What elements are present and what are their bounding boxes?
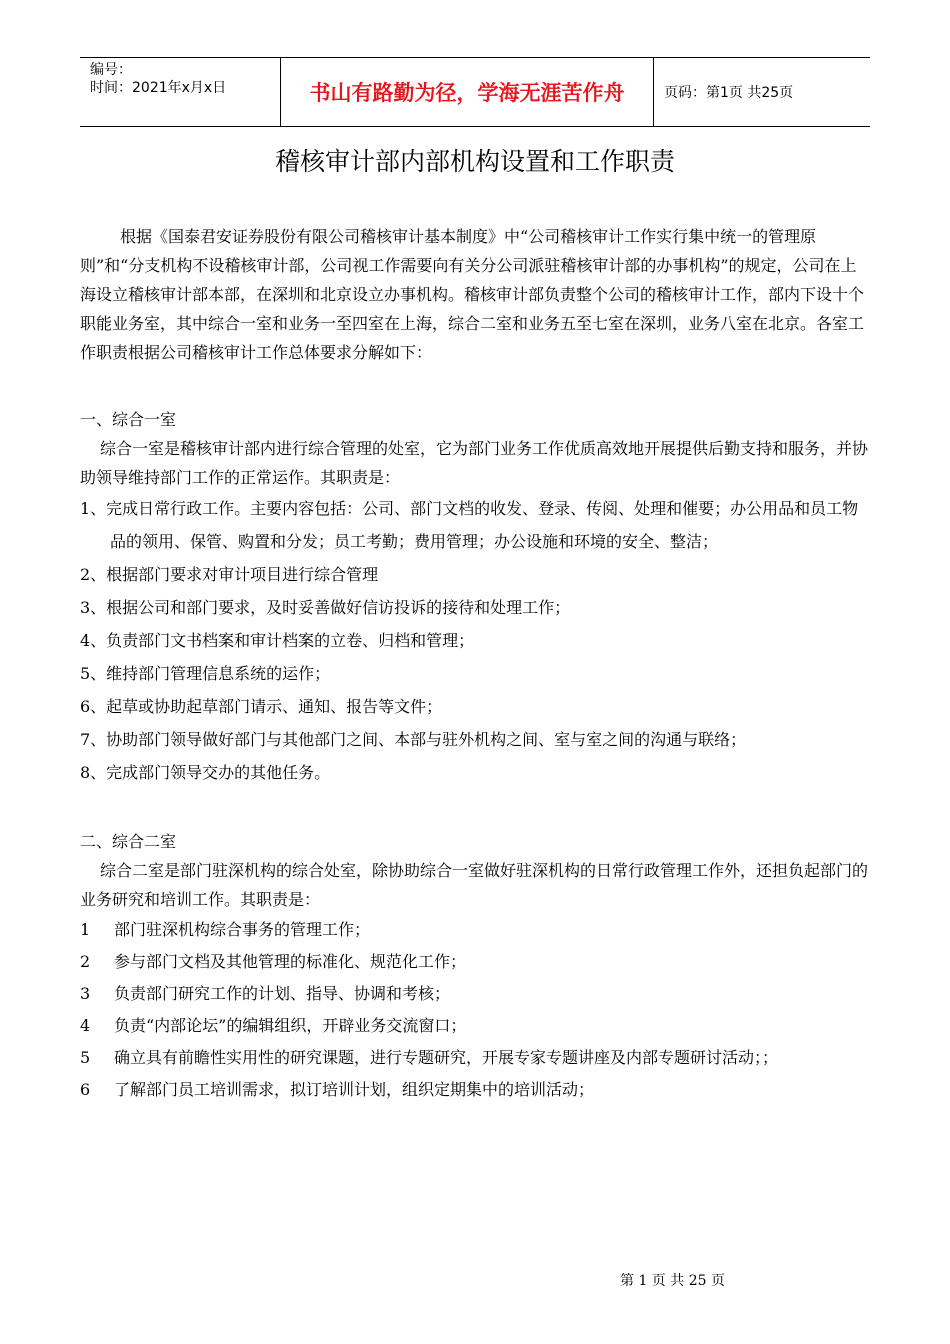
page-header	[80, 57, 870, 127]
header-motto: 书山有路勤为径，学海无涯苦作舟	[280, 58, 654, 126]
section-2-list	[80, 914, 870, 1106]
list-item	[80, 1010, 870, 1042]
item-number: 6	[80, 1080, 91, 1099]
document-number-label: 编号：	[90, 62, 132, 78]
list-item	[80, 1074, 870, 1106]
section-heading: 一、综合一室	[80, 410, 177, 429]
list-item	[80, 946, 870, 978]
item-text: 部门驻深机构综合事务的管理工作；	[114, 920, 371, 939]
document-date: 时间：2021年x月x日	[90, 80, 227, 96]
item-text: 了解部门员工培训需求，拟订培训计划，组织定期集中的培训活动；	[114, 1080, 595, 1099]
item-text: 负责部门研究工作的计划、指导、协调和考核；	[114, 984, 451, 1003]
list-item	[80, 1042, 870, 1074]
section-heading: 二、综合二室	[80, 832, 177, 851]
list-item: 8、完成部门领导交办的其他任务。	[80, 763, 331, 782]
list-item: 4、负责部门文书档案和审计档案的立卷、归档和管理；	[80, 631, 475, 650]
section-intro: 综合一室是稽核审计部内进行综合管理的处室，它为部门业务工作优质高效地开展提供后勤支持和服务，并协助领导维持部门工作的正常运作。其职责是：	[80, 439, 869, 487]
item-text: 确立具有前瞻性实用性的研究课题，进行专题研究，开展专家专题讲座及内部专题研讨活动；；	[114, 1048, 779, 1067]
list-item: 5、维持部门管理信息系统的运作；	[80, 664, 331, 683]
document-title: 稽核审计部内部机构设置和工作职责	[274, 147, 675, 176]
item-number: 4	[80, 1016, 91, 1035]
item-text: 参与部门文档及其他管理的标准化、规范化工作；	[114, 952, 467, 971]
list-item	[80, 914, 870, 946]
list-item: 3、根据公司和部门要求，及时妥善做好信访投诉的接待和处理工作；	[80, 598, 571, 617]
list-item: 2、根据部门要求对审计项目进行综合管理	[80, 565, 379, 584]
page-footer: 第 1 页 共 25 页	[620, 1273, 725, 1289]
list-item	[80, 978, 870, 1010]
document-body	[80, 222, 870, 1106]
item-number: 5	[80, 1048, 91, 1067]
list-item: 1、完成日常行政工作。主要内容包括：公司、部门文档的收发、登录、传阅、处理和催要；办公用品和员工物品的领用、保管、购置和分发；员工考勤；费用管理；办公设施和环境的安全、整洁；	[80, 499, 859, 551]
item-text: 负责“内部论坛”的编辑组织，开辟业务交流窗口；	[114, 1016, 467, 1035]
list-item: 7、协助部门领导做好部门与其他部门之间、本部与驻外机构之间、室与室之间的沟通与联络；	[80, 730, 747, 749]
header-meta	[80, 58, 280, 126]
item-number: 1	[80, 920, 91, 939]
item-number: 3	[80, 984, 91, 1003]
item-number: 2	[80, 952, 91, 971]
list-item: 6、起草或协助起草部门请示、通知、报告等文件；	[80, 697, 443, 716]
section-1-list	[80, 492, 870, 789]
section-intro: 综合二室是部门驻深机构的综合处室，除协助综合一室做好驻深机构的日常行政管理工作外，还担负起部门的业务研究和培训工作。其职责是：	[80, 861, 869, 909]
intro-paragraph: 根据《国泰君安证券股份有限公司稽核审计基本制度》中“公司稽核审计工作实行集中统一的管理原则”和“分支机构不设稽核审计部，公司视工作需要向有关分公司派驻稽核审计部的办事机构”的规定，公司在上海设立稽核审计部本部，在深圳和北京设立办事机构。稽核审计部负责整个公司的稽核审计工作，部内下设十个职能业务室，其中综合一室和业务一至四室在上海，综合二室和业务五至七室在深圳，业务八室在北京。各室工作职责根据公司稽核审计工作总体要求分解如下：	[80, 227, 865, 362]
header-page-info: 页码：第1页 共25页	[664, 85, 794, 101]
